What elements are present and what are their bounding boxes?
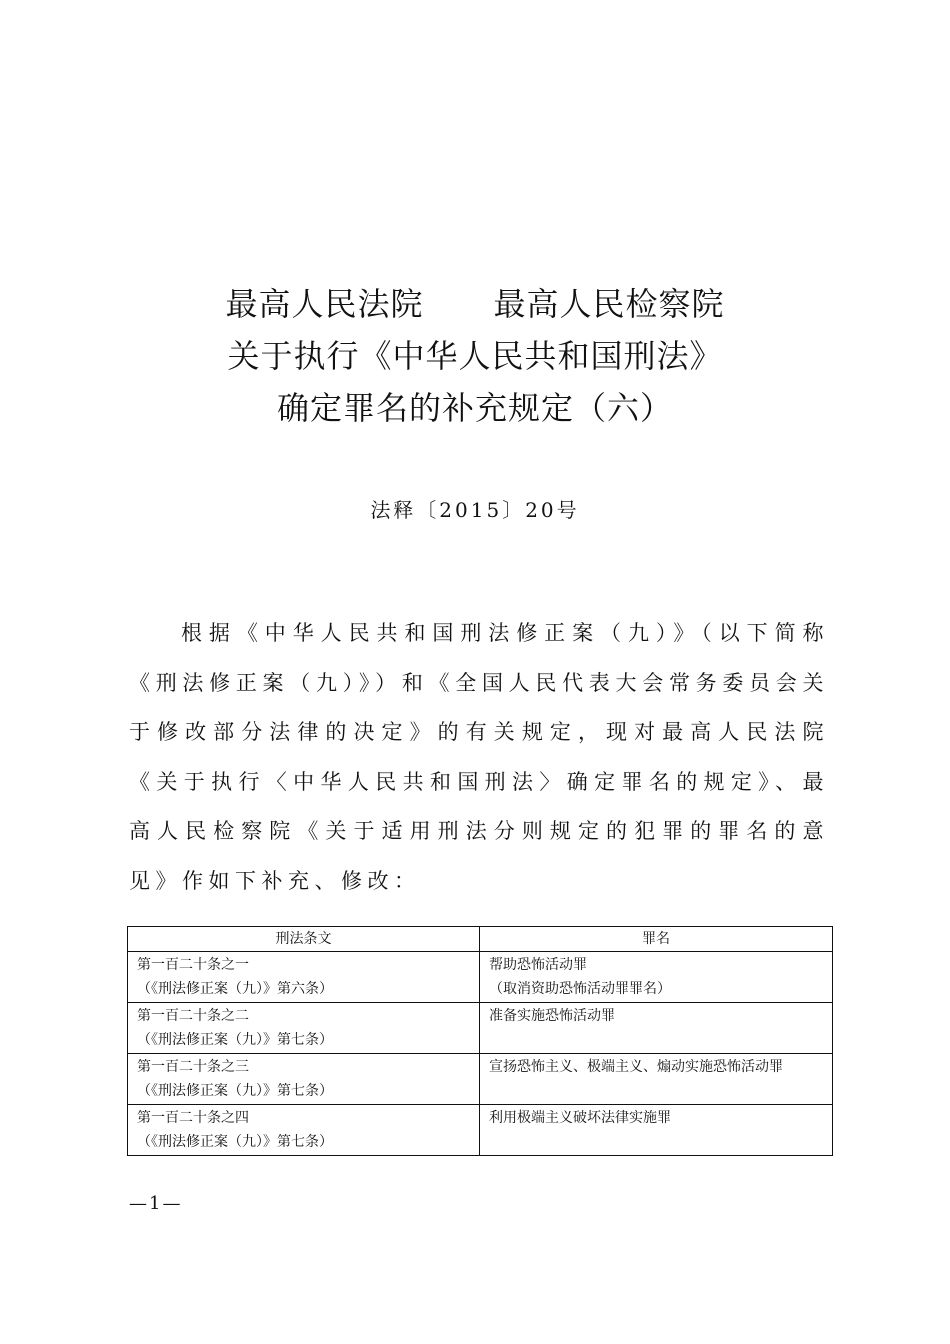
crime-cell — [480, 1003, 833, 1054]
page-number: —1— — [129, 1193, 183, 1214]
document-title-line-3: 确定罪名的补充规定（六） — [276, 389, 673, 427]
article-text: 第一百二十条之三 — [137, 1059, 249, 1075]
article-text: 第一百二十条之一 — [137, 957, 249, 973]
issuer-supreme-court: 最高人民法院 — [225, 285, 424, 323]
header-crime-name: 罪名 — [480, 927, 833, 952]
article-source: （《刑法修正案（九）》第七条） — [137, 1032, 333, 1048]
article-text: 第一百二十条之二 — [137, 1008, 249, 1024]
header-criminal-law-article: 刑法条文 — [128, 927, 480, 952]
table-row — [128, 1003, 833, 1054]
article-cell — [128, 1105, 480, 1156]
table-row — [128, 1054, 833, 1105]
crime-cell — [480, 952, 833, 1003]
table-header-row — [128, 927, 833, 952]
body-paragraph: 根据《中华人民共和国刑法修正案（九）》（以下简称《刑法修正案（九）》）和《全国人民代表大会常务委员会关于修改部分法律的决定》的有关规定，现对最高人民法院《关于执行〈中华人民共和国刑法〉确定罪名的规定》、最高人民检察院《关于适用刑法分则规定的犯罪的罪名的意见》作如下补充、修改： — [129, 621, 829, 893]
crime-note: （取消资助恐怖活动罪罪名） — [489, 981, 671, 997]
table-row — [128, 1105, 833, 1156]
document-title-line-2: 关于执行《中华人民共和国刑法》 — [227, 337, 723, 375]
issuer-supreme-procuratorate: 最高人民检察院 — [493, 285, 725, 323]
document-number: 法释〔2015〕20号 — [370, 498, 580, 522]
article-cell — [128, 1054, 480, 1105]
article-text: 第一百二十条之四 — [137, 1110, 249, 1126]
document-title-line-1 — [0, 285, 950, 323]
crime-name: 准备实施恐怖活动罪 — [489, 1008, 615, 1024]
article-cell — [128, 952, 480, 1003]
crime-name: 利用极端主义破坏法律实施罪 — [489, 1110, 671, 1126]
crime-name: 帮助恐怖活动罪 — [489, 957, 587, 973]
table-row — [128, 952, 833, 1003]
crime-cell — [480, 1105, 833, 1156]
article-cell — [128, 1003, 480, 1054]
article-source: （《刑法修正案（九）》第七条） — [137, 1083, 333, 1099]
crime-name: 宣扬恐怖主义、极端主义、煽动实施恐怖活动罪 — [489, 1059, 783, 1075]
crime-cell — [480, 1054, 833, 1105]
article-source: （《刑法修正案（九）》第七条） — [137, 1134, 333, 1150]
article-source: （《刑法修正案（九）》第六条） — [137, 981, 333, 997]
crimes-table — [127, 926, 833, 1156]
